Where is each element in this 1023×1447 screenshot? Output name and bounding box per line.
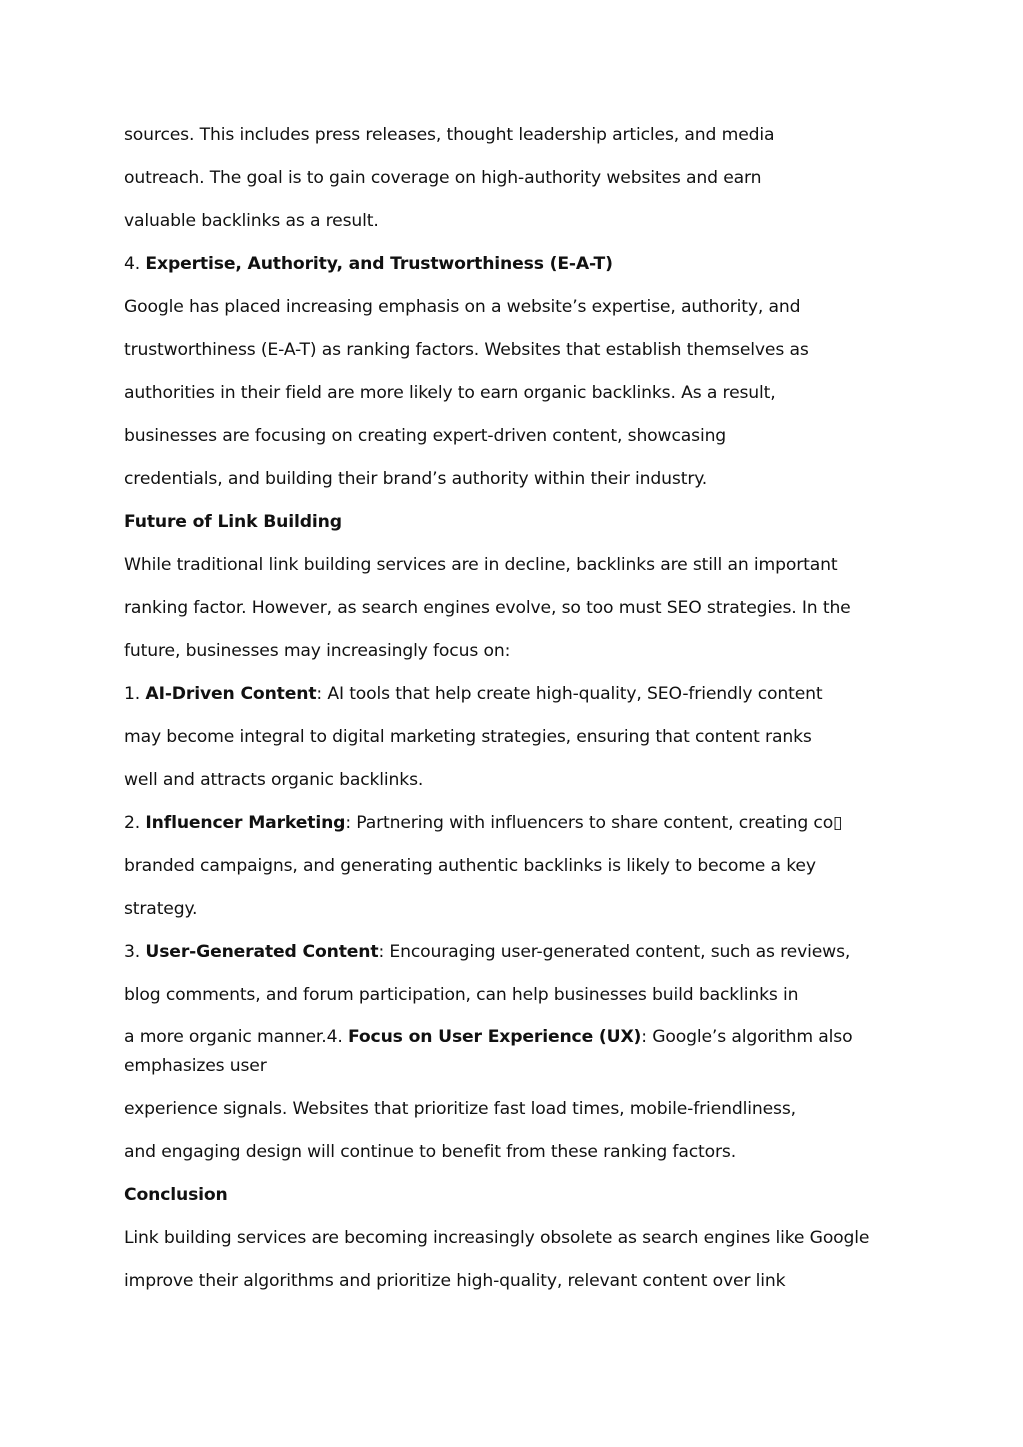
text-span: improve their algorithms and prioritize high-quality, relevant content over link <box>124 1271 786 1291</box>
body-text-line <box>124 425 914 448</box>
bold-term: AI-Driven Content <box>145 684 317 704</box>
list-item-influencer-marketing <box>124 812 914 835</box>
text-span: and engaging design will continue to benefit from these ranking factors. <box>124 1142 737 1162</box>
text-span: strategy. <box>124 899 198 919</box>
body-text-line <box>124 296 914 319</box>
text-span: branded campaigns, and generating authentic backlinks is likely to become a key <box>124 856 816 876</box>
body-text-line <box>124 210 914 233</box>
text-span: future, businesses may increasingly focus on: <box>124 641 511 661</box>
body-text-line <box>124 1227 914 1250</box>
text-span: : Encouraging user-generated content, such as reviews, <box>378 942 851 962</box>
body-text-line <box>124 597 914 620</box>
bold-term: Focus on User Experience (UX) <box>347 1027 642 1047</box>
body-text-line <box>124 1141 914 1164</box>
text-span: authorities in their field are more likely to earn organic backlinks. As a result, <box>124 383 776 403</box>
body-text-line <box>124 339 914 362</box>
body-text-line <box>124 382 914 405</box>
section-heading-eat <box>124 253 914 276</box>
text-span: experience signals. Websites that prioritize fast load times, mobile-friendliness, <box>124 1099 796 1119</box>
text-span: Google has placed increasing emphasis on a website’s expertise, authority, and <box>124 297 801 317</box>
body-text-line <box>124 855 914 878</box>
text-span: : Google’s algorithm also emphasizes user <box>124 1027 853 1076</box>
body-text-line <box>124 769 914 792</box>
list-number: 2. <box>124 813 146 833</box>
text-span: credentials, and building their brand’s authority within their industry. <box>124 469 708 489</box>
list-item-ai-driven-content <box>124 683 914 706</box>
text-span: valuable backlinks as a result. <box>124 211 379 231</box>
body-text-line <box>124 124 914 147</box>
text-span: trustworthiness (E-A-T) as ranking factors. Websites that establish themselves as <box>124 340 809 360</box>
body-text-line <box>124 1098 914 1121</box>
bold-term: User-Generated Content <box>145 942 379 962</box>
text-span: : AI tools that help create high-quality, SEO-friendly content <box>316 684 823 704</box>
text-span: outreach. The goal is to gain coverage on high-authority websites and earn <box>124 168 762 188</box>
body-text-line <box>124 1270 914 1293</box>
body-text-line <box>124 726 914 749</box>
text-span: well and attracts organic backlinks. <box>124 770 424 790</box>
text-span: sources. This includes press releases, thought leadership articles, and media <box>124 125 775 145</box>
text-span: a more organic manner.4. <box>124 1027 348 1047</box>
bold-term: Influencer Marketing <box>145 813 346 833</box>
text-span: : Partnering with influencers to share content, creating co▯ <box>345 813 843 833</box>
list-item-user-experience <box>124 1023 894 1081</box>
bold-heading: Expertise, Authority, and Trustworthiness (E-A-T) <box>145 254 613 274</box>
body-text-line <box>124 898 914 921</box>
body-text-line <box>124 984 914 1007</box>
list-item-user-generated-content <box>124 941 914 964</box>
body-text-line <box>124 167 914 190</box>
body-text-line <box>124 640 914 663</box>
text-span: ranking factor. However, as search engines evolve, so too must SEO strategies. In the <box>124 598 851 618</box>
list-number: 3. <box>124 942 146 962</box>
body-text-line <box>124 554 914 577</box>
text-span: businesses are focusing on creating expert-driven content, showcasing <box>124 426 727 446</box>
section-heading-conclusion: Conclusion <box>124 1185 228 1205</box>
body-text-line <box>124 468 914 491</box>
list-number: 4. <box>124 254 146 274</box>
text-span: blog comments, and forum participation, can help businesses build backlinks in <box>124 985 799 1005</box>
text-span: Link building services are becoming increasingly obsolete as search engines like Google <box>124 1228 870 1248</box>
text-span: may become integral to digital marketing strategies, ensuring that content ranks <box>124 727 812 747</box>
section-heading-future: Future of Link Building <box>124 512 342 532</box>
list-number: 1. <box>124 684 146 704</box>
text-span: While traditional link building services are in decline, backlinks are still an important <box>124 555 838 575</box>
